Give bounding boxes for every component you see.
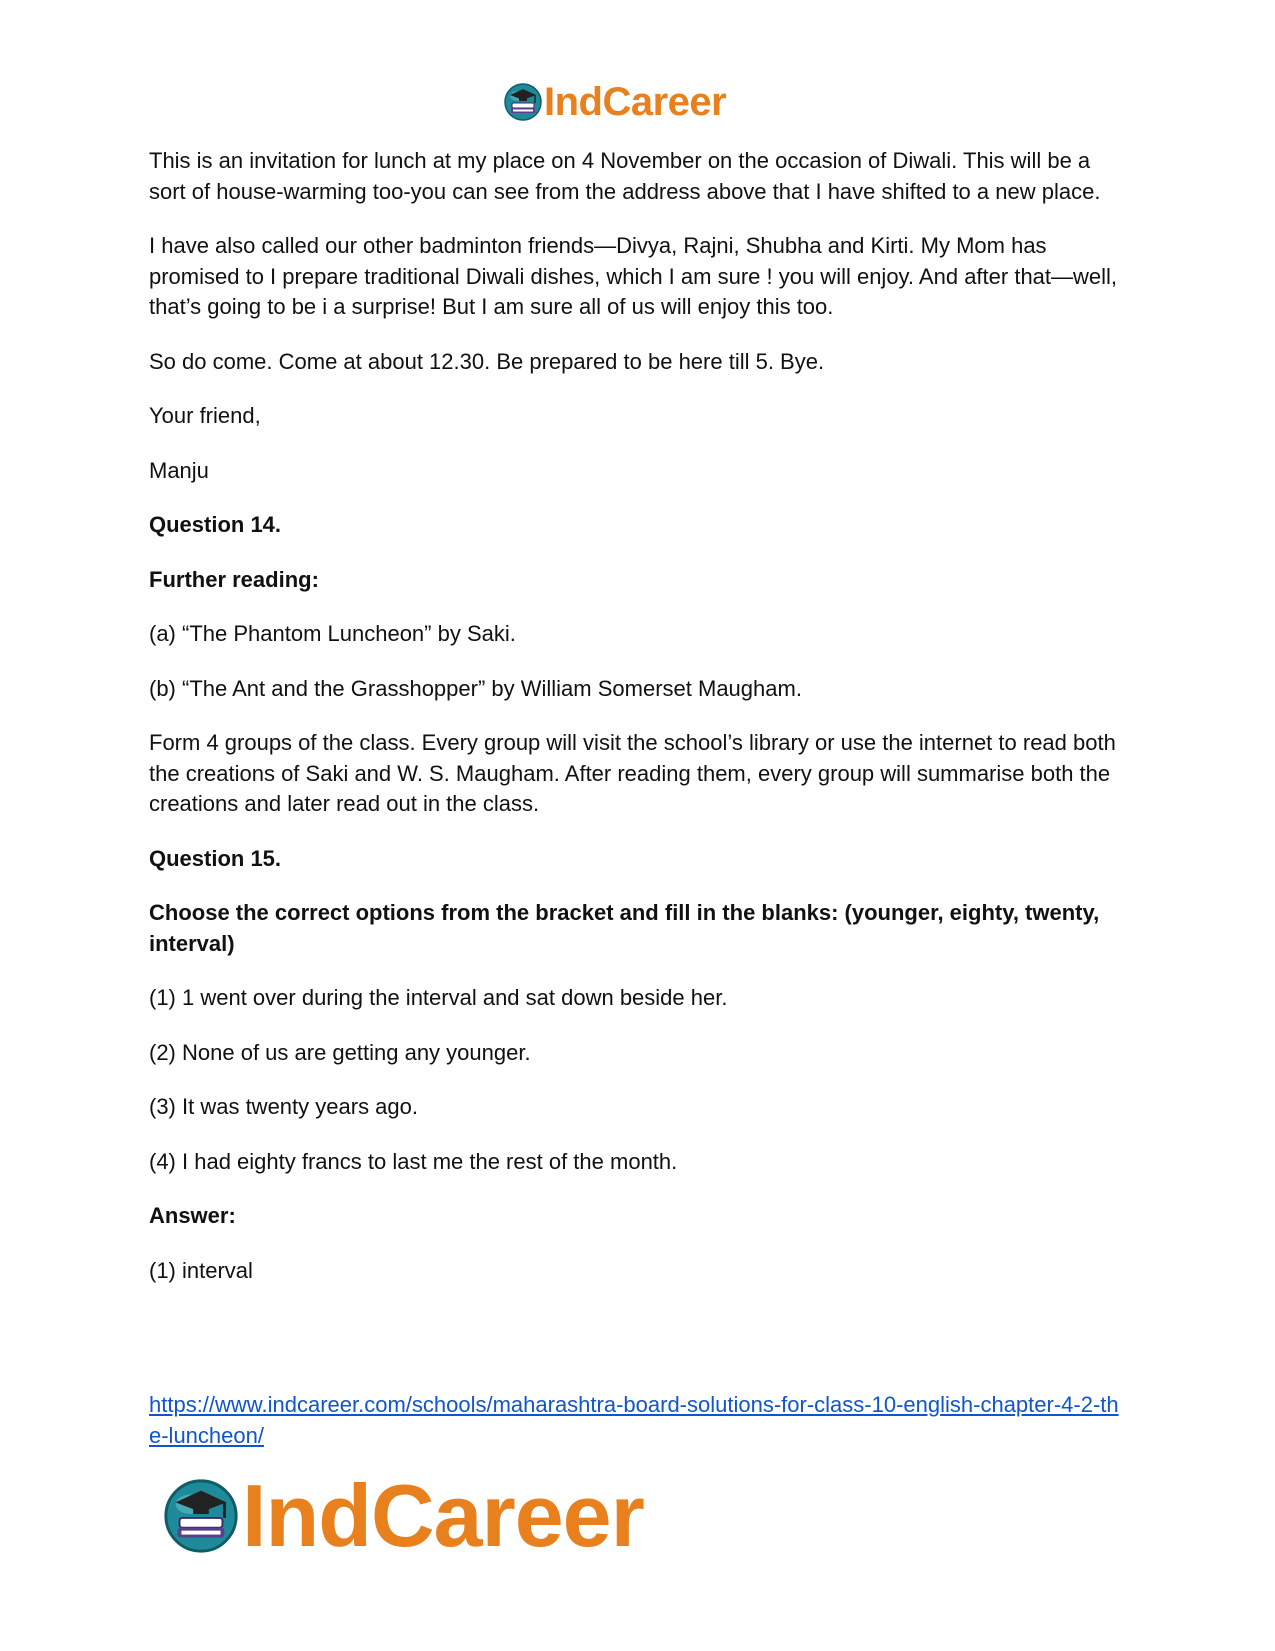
paragraph: (1) 1 went over during the interval and sat down beside her.	[149, 985, 728, 1010]
source-link-block	[149, 1390, 1124, 1451]
logo-wordmark: IndCareer	[242, 1466, 644, 1565]
logo-wordmark: IndCareer	[544, 80, 727, 124]
bold-paragraph: Further reading:	[149, 566, 319, 592]
paragraph: (b) “The Ant and the Grasshopper” by William Somerset Maugham.	[149, 675, 802, 701]
source-link[interactable]: https://www.indcareer.com/schools/maharashtra-board-solutions-for-class-10-english-chapter-4-2-the-luncheon/	[149, 1392, 1119, 1448]
paragraph: (2) None of us are getting any younger.	[149, 1039, 531, 1065]
paragraph: I have also called our other badminton friends—Divya, Rajni, Shubha and Kirti. My Mom has promised to I prepare traditional Diwali dishes, which I am sure ! you will enjoy. And after that—well, that’s going to be i a surprise! But I am sure all of us will enjoy this too.	[149, 233, 1118, 319]
footer-logo	[160, 1468, 644, 1564]
graduation-cap-books-globe-icon	[502, 81, 544, 123]
document-body	[149, 146, 1124, 1310]
paragraph: Form 4 groups of the class. Every group will visit the school’s library or use the internet to read both the creations of Saki and W. S. Maugham. After reading them, every group will summarise both the creations and later read out in the class.	[149, 730, 1116, 816]
paragraph: So do come. Come at about 12.30. Be prepared to be here till 5. Bye.	[149, 348, 825, 374]
header-logo	[502, 78, 726, 126]
bold-paragraph: Choose the correct options from the bracket and fill in the blanks: (younger, eighty, twenty, interval)	[149, 900, 1100, 956]
paragraph: This is an invitation for lunch at my place on 4 November on the occasion of Diwali. This will be a sort of house-warming too-you can see from the address above that I have shifted to a new place.	[149, 148, 1101, 204]
graduation-cap-books-globe-icon	[160, 1475, 242, 1557]
paragraph: (3) It was twenty years ago.	[149, 1094, 418, 1119]
paragraph: (1) interval	[149, 1257, 253, 1283]
bold-paragraph: Question 14.	[149, 512, 282, 537]
paragraph: (4) I had eighty francs to last me the rest of the month.	[149, 1148, 678, 1174]
paragraph: (a) “The Phantom Luncheon” by Saki.	[149, 621, 516, 646]
paragraph: Your friend,	[149, 403, 261, 428]
bold-paragraph: Question 15.	[149, 845, 282, 871]
paragraph: Manju	[149, 457, 209, 483]
bold-paragraph: Answer:	[149, 1203, 236, 1228]
